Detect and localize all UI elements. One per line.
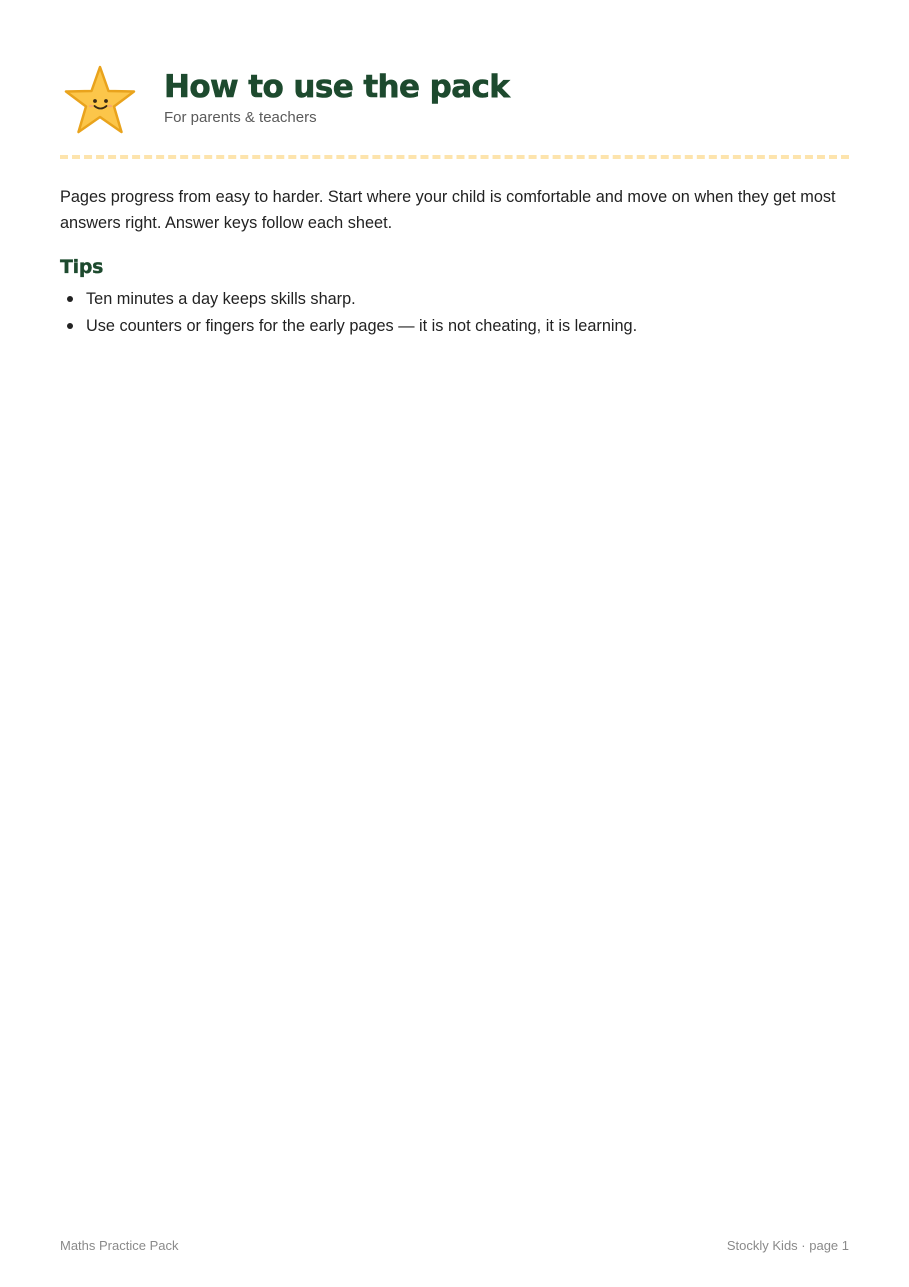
page-subtitle: For parents & teachers <box>164 109 317 126</box>
bullet-icon <box>67 323 73 329</box>
tip-item <box>60 313 849 340</box>
dashed-divider <box>60 155 849 159</box>
intro-paragraph: Pages progress from easy to harder. Start where your child is comfortable and move on when they get most answers right. Answer keys follow each sheet. <box>60 188 836 232</box>
tips-list <box>60 286 849 340</box>
document-page <box>60 0 849 1287</box>
tips-heading: Tips <box>60 256 104 278</box>
tip-text: Use counters or fingers for the early pages — it is not cheating, it is learning. <box>86 317 638 335</box>
tip-item <box>60 286 849 313</box>
tip-text: Ten minutes a day keeps skills sharp. <box>86 290 356 308</box>
page-header <box>60 62 849 138</box>
smiling-star-icon <box>63 64 137 136</box>
page-title: How to use the pack <box>164 69 510 105</box>
bullet-icon <box>67 296 73 302</box>
footer-pack-name: Maths Practice Pack <box>60 1238 179 1253</box>
footer-page-label: Stockly Kids · page 1 <box>726 1238 849 1253</box>
